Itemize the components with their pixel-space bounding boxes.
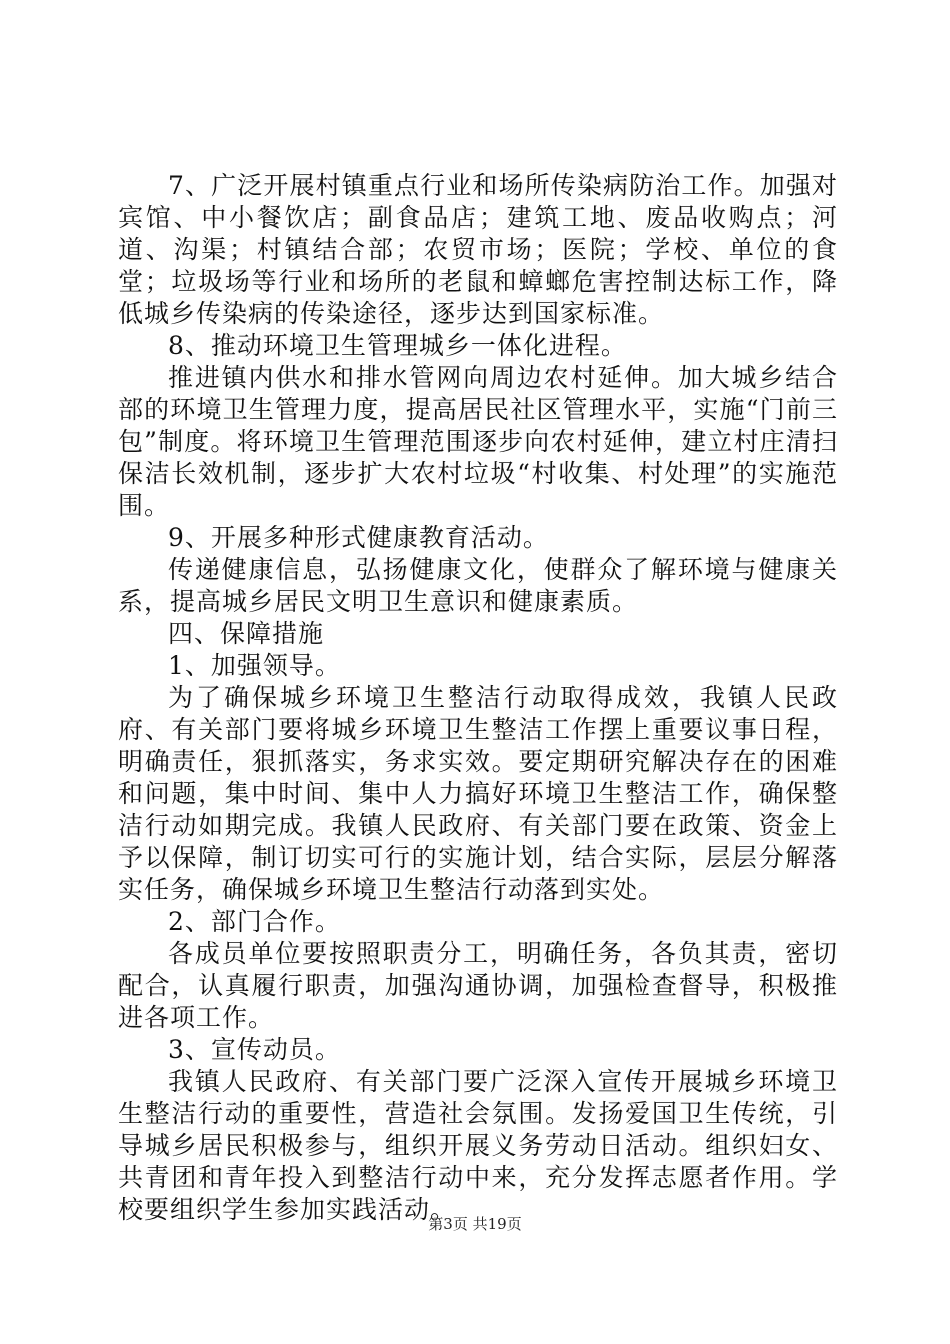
paragraph-item9-body: 传递健康信息，弘扬健康文化，使群众了解环境与健康关系，提高城乡居民文明卫生意识和健康素质。 — [118, 555, 838, 616]
page-number-footer: 第3页 共19页 — [428, 1215, 522, 1233]
heading-item9: 9、开展多种形式健康教育活动。 — [168, 523, 549, 552]
heading-leadership: 1、加强领导。 — [168, 651, 341, 680]
heading-cooperation: 2、部门合作。 — [168, 907, 341, 936]
heading-item8: 8、推动环境卫生管理城乡一体化进程。 — [168, 331, 627, 360]
paragraph-publicity-body: 我镇人民政府、有关部门要广泛深入宣传开展城乡环境卫生整洁行动的重要性，营造社会氛围。发扬爱国卫生传统，引导城乡居民积极参与，组织开展义务劳动日活动。组织妇女、共青团和青年投入到整洁行动中来，充分发挥志愿者作用。学校要组织学生参加实践活动。 — [118, 1067, 838, 1224]
paragraph-item8-body: 推进镇内供水和排水管网向周边农村延伸。加大城乡结合部的环境卫生管理力度，提高居民社区管理水平，实施“门前三包”制度。将环境卫生管理范围逐步向农村延伸，建立村庄清扫保洁长效机制，逐步扩大农村垃圾“村收集、村处理”的实施范围。 — [118, 363, 838, 520]
document-body — [118, 170, 838, 1226]
paragraph-leadership-body: 为了确保城乡环境卫生整洁行动取得成效，我镇人民政府、有关部门要将城乡环境卫生整洁工作摆上重要议事日程，明确责任，狠抓落实，务求实效。要定期研究解决存在的困难和问题，集中时间、集中人力搞好环境卫生整洁工作，确保整洁行动如期完成。我镇人民政府、有关部门要在政策、资金上予以保障，制订切实可行的实施计划，结合实际，层层分解落实任务，确保城乡环境卫生整洁行动落到实处。 — [118, 683, 838, 904]
paragraph-item7: 7、广泛开展村镇重点行业和场所传染病防治工作。加强对宾馆、中小餐饮店；副食品店；建筑工地、废品收购点；河道、沟渠；村镇结合部；农贸市场；医院；学校、单位的食堂；垃圾场等行业和场所的老鼠和蟑螂危害控制达标工作，降低城乡传染病的传染途径，逐步达到国家标准。 — [118, 171, 838, 328]
section-heading-safeguards: 四、保障措施 — [168, 619, 325, 648]
heading-publicity: 3、宣传动员。 — [168, 1035, 341, 1064]
paragraph-cooperation-body: 各成员单位要按照职责分工，明确任务，各负其责，密切配合，认真履行职责，加强沟通协调，加强检查督导，积极推进各项工作。 — [118, 939, 838, 1032]
